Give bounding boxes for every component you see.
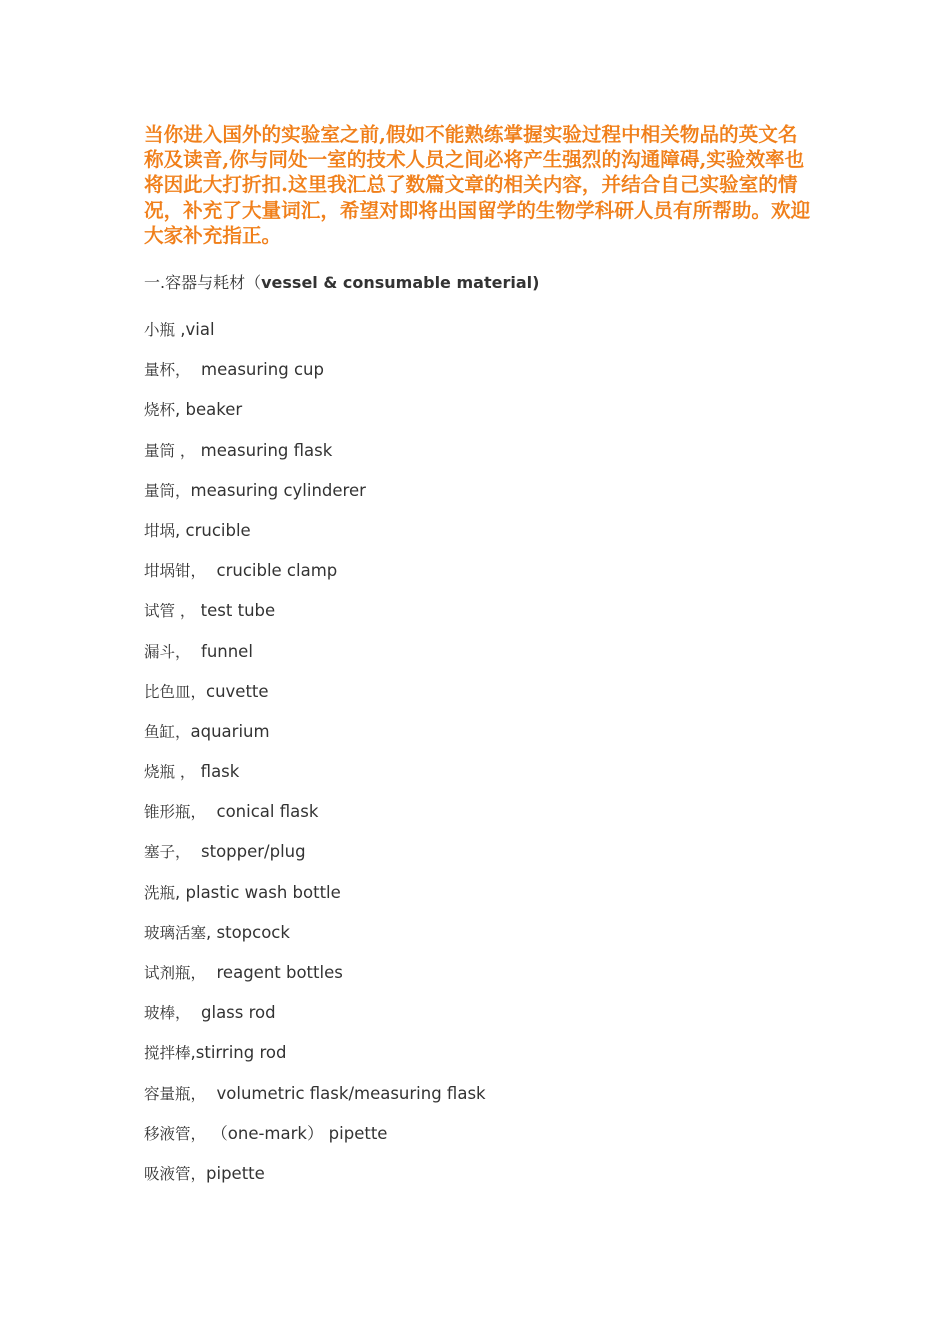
vocab-zh: 烧杯 [144,401,176,420]
vocab-item-5 [144,480,486,520]
section-heading [144,272,539,294]
vocab-en: ,stirring rod [190,1043,287,1063]
vocab-item-12 [144,761,486,801]
vocab-item-14 [144,841,486,881]
vocabulary-list [144,319,486,1203]
vocab-zh: 锥形瓶， [144,803,207,822]
vocab-zh: 烧瓶 ， [144,763,196,782]
vocab-en: , stopcock [206,922,290,942]
vocab-zh: 洗瓶 [144,883,176,902]
vocab-item-8 [144,600,486,640]
vocab-zh: 搅拌棒 [144,1044,191,1063]
vocab-item-11 [144,721,486,761]
vocab-zh: 漏斗， [144,642,191,661]
vocab-en: stopper/plug [190,842,306,862]
vocab-item-7 [144,560,486,600]
vocab-item-22 [144,1163,486,1203]
vocab-zh: 小瓶 [144,321,176,339]
vocab-item-3 [144,399,486,439]
vocab-item-17 [144,962,486,1002]
vocab-item-10 [144,681,486,721]
vocab-zh: 量筒 ， [144,441,196,460]
vocab-item-18 [144,1002,486,1042]
vocab-zh: 量杯， [144,361,191,380]
vocab-en: （one-mark） pipette [206,1123,388,1143]
vocab-item-4 [144,440,486,480]
vocab-item-9 [144,641,486,681]
section-number: 一. [144,273,166,292]
vocab-zh: 坩埚钳， [144,562,207,581]
vocab-zh: 容量瓶， [144,1084,207,1103]
vocab-en: flask [195,762,240,782]
vocab-zh: 吸液管， [144,1164,207,1183]
vocab-en: aquarium [190,721,270,741]
intro-paragraph: 当你进入国外的实验室之前,假如不能熟练掌握实验过程中相关物品的英文名称及读音,你与同处一室的技术人员之间必将产生强烈的沟通障碍,实验效率也将因此大打折扣.这里我汇总了数篇文章的相关内容，并结合自己实验室的情况，补充了大量词汇，希望对即将出国留学的生物学科研人员有所帮助。欢迎大家补充指正。 [144,123,811,247]
vocab-en: measuring cup [190,360,324,380]
vocab-en: crucible clamp [206,561,338,581]
vocab-zh: 试管 ， [144,602,196,621]
vocab-en: measuring cylinderer [190,480,366,500]
vocab-en: reagent bottles [206,963,343,982]
vocab-item-2 [144,359,486,399]
vocab-en: test tube [195,601,276,621]
vocab-zh: 移液管， [144,1124,207,1143]
vocab-zh: 塞子， [144,843,191,862]
vocab-en: , crucible [175,520,251,540]
vocab-item-15 [144,882,486,922]
vocab-en: pipette [206,1163,265,1183]
vocab-item-6 [144,520,486,560]
vocab-en: ,vial [175,320,215,339]
vocab-zh: 比色皿， [144,682,207,701]
vocab-item-1 [144,319,486,359]
vocab-zh: 量筒， [144,481,191,500]
section-en-title: vessel & consumable material) [261,273,540,292]
vocab-item-16 [144,922,486,962]
vocab-en: , plastic wash bottle [175,882,341,902]
vocab-zh: 鱼缸， [144,722,191,741]
vocab-zh: 玻棒， [144,1004,191,1023]
vocab-zh: 玻璃活塞 [144,923,207,942]
vocab-en: cuvette [206,681,269,701]
vocab-en: funnel [190,641,253,661]
vocab-en: glass rod [190,1003,276,1023]
vocab-item-13 [144,801,486,841]
vocab-item-19 [144,1042,486,1082]
vocab-zh: 坩埚 [144,521,176,540]
vocab-en: , beaker [175,400,243,420]
vocab-en: measuring flask [195,440,333,460]
vocab-en: volumetric flask/measuring flask [206,1083,486,1103]
vocab-item-20 [144,1083,486,1123]
section-zh-title: 容器与耗材（ [165,273,262,292]
vocab-item-21 [144,1123,486,1163]
vocab-zh: 试剂瓶， [144,964,207,982]
vocab-en: conical flask [206,802,319,822]
